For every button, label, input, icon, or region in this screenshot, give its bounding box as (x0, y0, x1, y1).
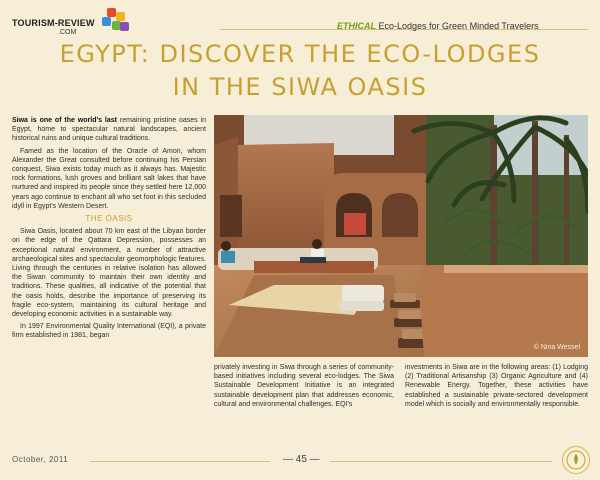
paragraph-eqi: In 1997 Environmental Quality International (EQI), a private firm established in 1981, began (12, 323, 206, 340)
headline-line-1: EGYPT: DISCOVER THE ECO-LODGES (59, 40, 541, 68)
section-label: ETHICAL (337, 21, 376, 31)
page-number: — 45 — (283, 454, 320, 465)
section-tag (337, 21, 539, 31)
ethical-badge-icon (562, 446, 590, 474)
lead-text: remaining pristine oases in Egypt, home to spectacular natural landscapes, ancient historical ruins and unique cultural traditions. (12, 117, 207, 143)
footer-rule-right (330, 461, 552, 462)
paragraph-oracle: Famed as the location of the Oracle of Amon, whom Alexander the Great consulted before continuing his Persian conquest, Siwa exists today much as it always has. Majestic rock formations, lush groves and brilliant salt lakes that have nurtured and inspired its people since they settled here 12,000 years ago continue to enchant all who set foot in this secluded idyll in Egypt's Western Desert. (12, 147, 206, 210)
logo-mosaic-icon (98, 8, 128, 32)
section-title: Eco-Lodges for Green Minded Travelers (378, 21, 539, 31)
logo-text: TOURISM-REVIEW (12, 18, 95, 28)
eco-lodge-photo (214, 115, 588, 357)
article-column-left (12, 116, 206, 344)
paragraph-oasis: Siwa Oasis, located about 70 km east of the Libyan border on the edge of the Qattara Depression, possesses an exceptional natural environment, a number of attractive archaeological sites and spectacular geomorphologic features. Living through the centuries in relative isolation has allowed the Siwan community to maintain their own identity and traditions. These qualities, all indicative of the potential that the oasis holds, describe the importance of preserving its fragile eco-system, maintaining its cultural heritage and developing economic activities in a sustainable way. (12, 228, 206, 319)
eco-lodge-illustration (214, 115, 588, 357)
article-column-right: investments in Siwa are in the following areas: (1) Lodging (2) Traditional Artisanship (3) Organic Agriculture and (4) Renewable Energy. Together, these activities have established a sustainable private-sectored development model which is socially and environmentally responsible. (405, 364, 588, 408)
lead-paragraph (12, 116, 206, 144)
subhead-the-oasis: THE OASIS (85, 214, 133, 224)
article-column-middle: privately investing in Siwa through a series of community-based initiatives including several eco-lodges. The Siwa Sustainable Development Initiative is an integrated sustainable development plan that addresses economic, cultural and environmental challenges. EQI's (214, 364, 394, 408)
tourism-review-logo[interactable] (12, 8, 132, 40)
footer-rule-left (90, 461, 270, 462)
lead-bold-text: Siwa is one of the world's last (12, 117, 117, 124)
photo-credit: © Nina Wessel (533, 344, 580, 351)
headline-line-2: IN THE SIWA OASIS (172, 73, 428, 101)
issue-date: October, 2011 (12, 455, 69, 464)
logo-suffix: .COM (58, 29, 77, 36)
